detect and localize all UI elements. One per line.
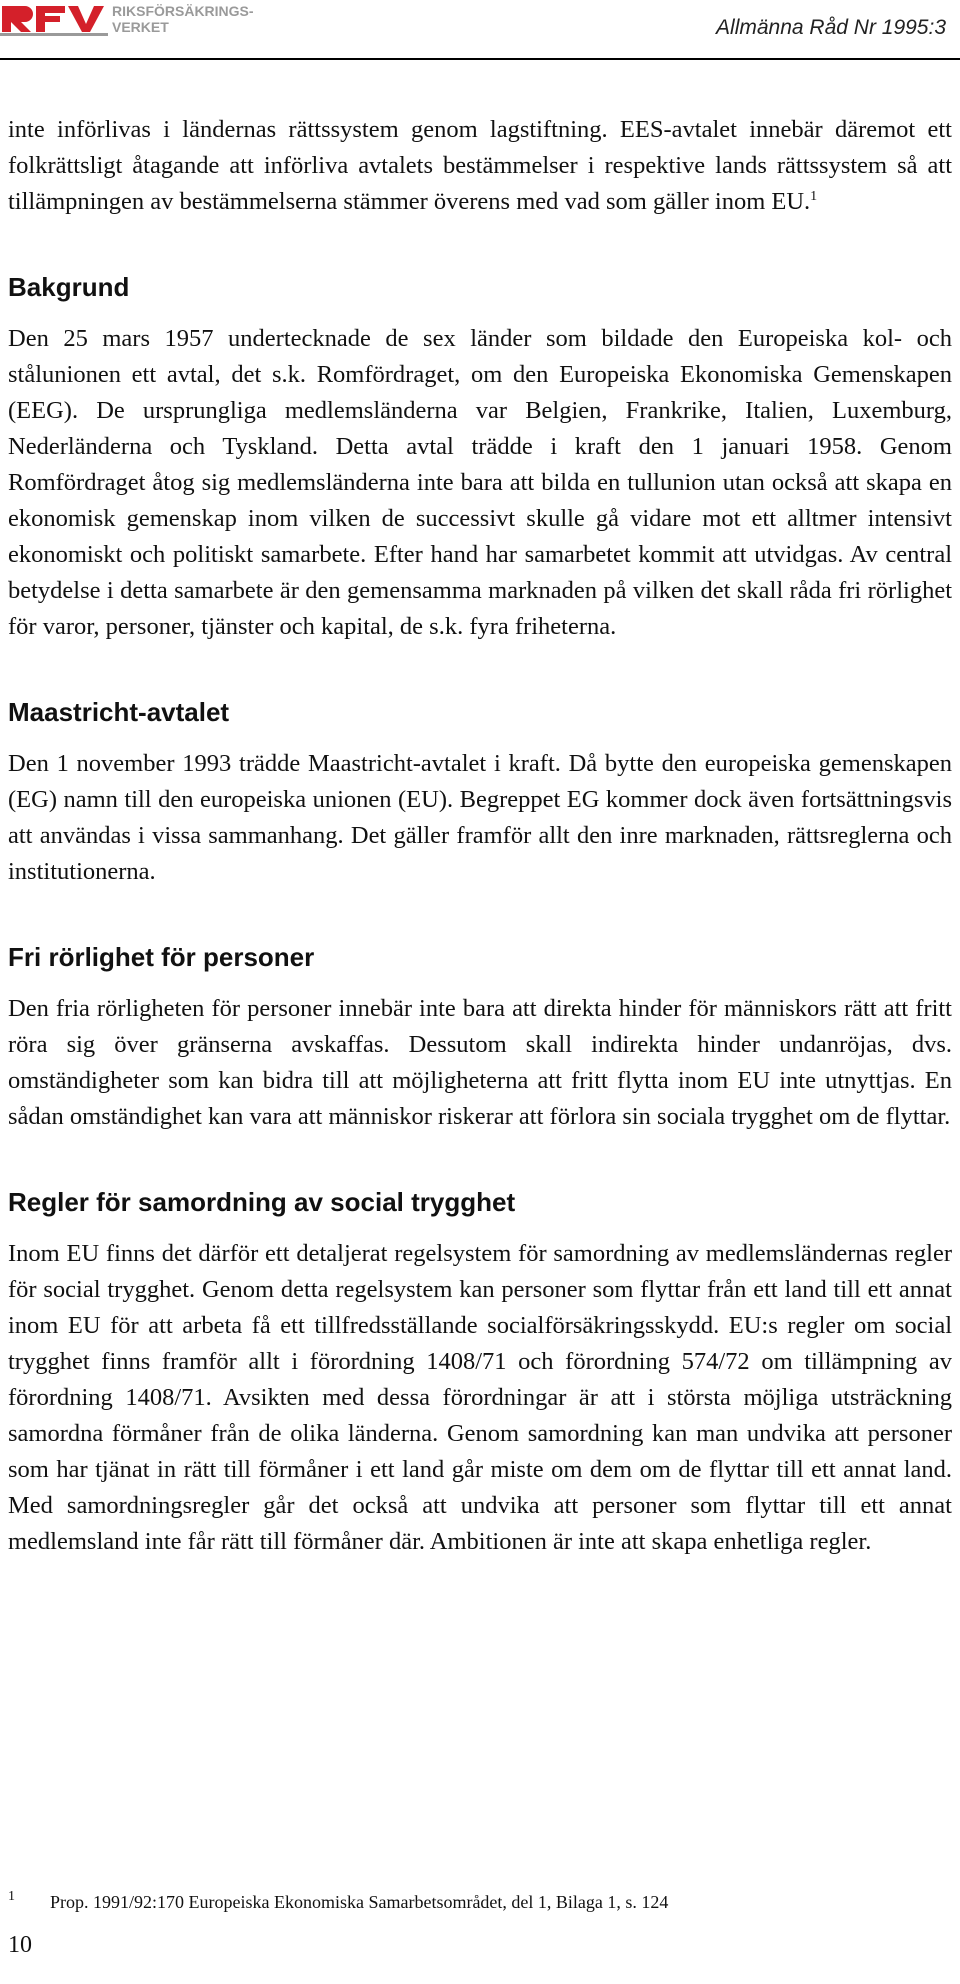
- footnote-number: 1: [8, 1889, 15, 1904]
- section-text-maastricht: Den 1 november 1993 trädde Maastricht-avtalet i kraft. Då bytte den europeiska gemenskapen (EG) namn till den europeiska unionen (EU). Begreppet EG kommer dock även fortsättningsvis att användas i vissa sammanhang. Det gäller framför allt den inre marknaden, rättsreglerna och institutionerna.: [8, 750, 952, 885]
- section-heading-samordning: Regler för samordning av social trygghet: [8, 1187, 516, 1217]
- footnote-text: Prop. 1991/92:170 Europeiska Ekonomiska Samarbetsområdet, del 1, Bilaga 1, s. 124: [50, 1892, 669, 1912]
- intro-text: inte införlivas i ländernas rättssystem genom lagstiftning. EES-avtalet innebär däremot ett folkrättsligt åtagande att införliva avtalets bestämmelser i respektive lands rättssystem så att tillämpningen av bestämmelserna stämmer överens med vad som gäller inom EU.: [8, 116, 952, 215]
- section-heading-fri-rorlighet: Fri rörlighet för personer: [8, 942, 315, 972]
- page-header: [0, 0, 960, 60]
- footnote: [8, 1889, 952, 1913]
- rfv-logo: [0, 0, 275, 38]
- main-content: [8, 112, 952, 1560]
- section-heading-bakgrund: Bakgrund: [8, 272, 130, 302]
- section-heading-maastricht: Maastricht-avtalet: [8, 697, 230, 727]
- section-text-fri-rorlighet: Den fria rörligheten för personer innebär inte bara att direkta hinder för människors rätt att fritt röra sig över gränserna avskaffas. Dessutom skall indirekta hinder undanröjas, dvs. omständigheter som kan bidra till att möjligheterna att fritt flytta inom EU inte utnyttjas. En sådan omständighet kan vara att människor riskerar att förlora sin sociala trygghet om de flyttar.: [8, 995, 952, 1130]
- page-number: 10: [8, 1932, 32, 1958]
- logo-text-line1: RIKSFÖRSÄKRINGS-: [112, 3, 254, 19]
- section-text-samordning: Inom EU finns det därför ett detaljerat regelsystem för samordning av medlemsländernas regler för social trygghet. Genom detta regelsystem kan personer som flyttar från ett land till ett annat inom EU för att arbeta få ett tillfredsställande socialförsäkringsskydd. EU:s regler om social trygghet finns framför allt i förordning 1408/71 och förordning 574/72 om tillämpning av förordning 1408/71. Avsikten med dessa förordningar är att i största möjliga utsträckning samordna förmåner från de olika länderna. Genom samordning kan man undvika att personer som har tjänat in rätt till förmåner i ett land går miste om dem om de flyttar till ett annat land. Med samordningsregler går det också att undvika att personer som flyttar till ett annat medlemsland inte får rätt till förmåner där. Ambitionen är inte att skapa enhetliga regler.: [8, 1240, 952, 1555]
- section-text-bakgrund: Den 25 mars 1957 undertecknade de sex länder som bildade den Europeiska kol- och stålunionen ett avtal, det s.k. Romfördraget, om den Europeiska Ekonomiska Gemenskapen (EEG). De ursprungliga medlemsländerna var Belgien, Frankrike, Italien, Luxemburg, Nederländerna och Tyskland. Detta avtal trädde i kraft den 1 januari 1958. Genom Romfördraget åtog sig medlemsländerna inte bara att bilda en tullunion utan också att skapa en ekonomisk gemenskap inom vilken de successivt skulle gå vidare mot ett alltmer intensivt ekonomiskt och politiskt samarbete. Efter hand har samarbetet kommit att utvidgas. Av central betydelse i detta samarbete är den gemensamma marknaden på vilken det skall råda fri rörlighet för varor, personer, tjänster och kapital, de s.k. fyra friheterna.: [8, 325, 952, 640]
- intro-paragraph: [8, 112, 952, 220]
- document-reference: Allmänna Råd Nr 1995:3: [716, 16, 946, 39]
- logo-text-line2: VERKET: [112, 19, 169, 35]
- footnote-reference[interactable]: 1: [810, 188, 818, 204]
- header-rule: [0, 58, 960, 60]
